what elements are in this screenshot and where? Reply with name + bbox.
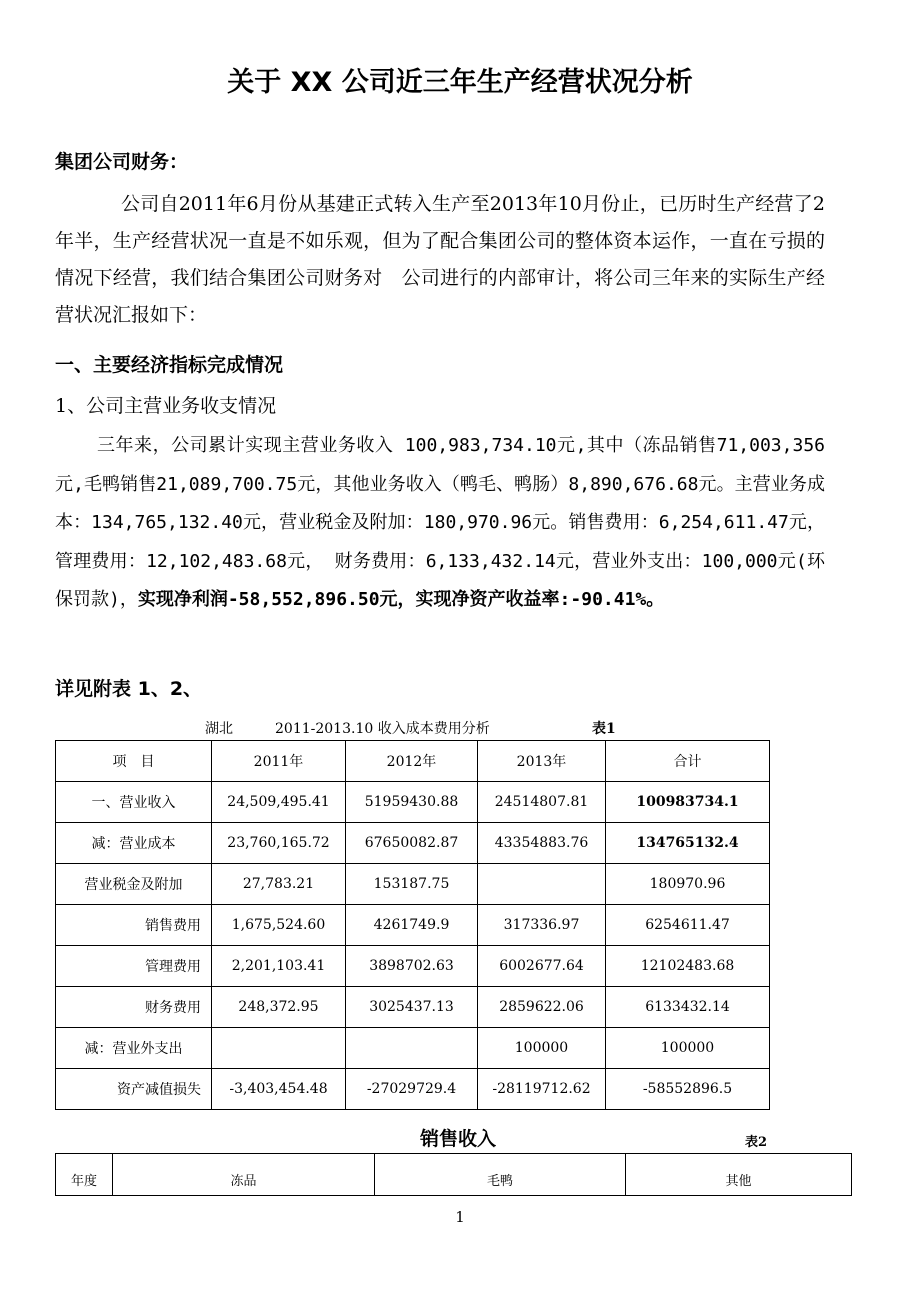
cell-2012: 153187.75 <box>346 864 478 905</box>
table-row <box>56 1069 770 1110</box>
header-2013: 2013年 <box>478 741 606 782</box>
row-label: 一、营业收入 <box>56 782 212 823</box>
table1-caption-region: 湖北 <box>205 721 233 737</box>
table-row <box>56 905 770 946</box>
cell-2012: 3025437.13 <box>346 987 478 1028</box>
cell-total: 100983734.1 <box>606 782 770 823</box>
revenue-text: 三年来，公司累计实现主营业务收入 100,983,734.10元,其中（冻品销售71,003,356元,毛鸭销售21,089,700.75元，其他业务收入（鸭毛、鸭肠）8,890,676.68元。主营业务成本：134,765,132.40元，营业税金及附加：180,970.96元。销售费用：6,254,611.47元，管理费用：12,102,483.68元， 财务费用：6,133,432.14元，营业外支出：100,000元(环保罚款)， <box>55 435 825 610</box>
table-row <box>56 987 770 1028</box>
cell-2011: 2,201,103.41 <box>212 946 346 987</box>
section-heading-1: 一、主要经济指标完成情况 <box>55 354 284 376</box>
header-year: 年度 <box>56 1154 113 1196</box>
row-label: 减：营业成本 <box>56 823 212 864</box>
table2-caption-title: 销售收入 <box>420 1128 497 1150</box>
table-row <box>56 1028 770 1069</box>
row-label: 营业税金及附加 <box>56 864 212 905</box>
cell-2013: 317336.97 <box>478 905 606 946</box>
see-tables-note: 详见附表 1、2、 <box>55 678 203 700</box>
cell-2013 <box>478 864 606 905</box>
cell-total: 134765132.4 <box>606 823 770 864</box>
cell-total: 6254611.47 <box>606 905 770 946</box>
document-title: 关于 XX 公司近三年生产经营状况分析 <box>227 67 693 98</box>
header-2011: 2011年 <box>212 741 346 782</box>
table-header-row <box>56 1154 852 1196</box>
cell-2013: -28119712.62 <box>478 1069 606 1110</box>
cell-2013: 100000 <box>478 1028 606 1069</box>
cell-2011: 23,760,165.72 <box>212 823 346 864</box>
cell-total: -58552896.5 <box>606 1069 770 1110</box>
cell-2011: 248,372.95 <box>212 987 346 1028</box>
header-other: 其他 <box>626 1154 852 1196</box>
salutation: 集团公司财务： <box>55 151 189 173</box>
table-row <box>56 782 770 823</box>
cell-2011: -3,403,454.48 <box>212 1069 346 1110</box>
cell-2012 <box>346 1028 478 1069</box>
row-label: 减：营业外支出 <box>56 1028 212 1069</box>
sales-revenue-table <box>55 1153 852 1196</box>
net-profit-text: 实现净利润-58,552,896.50元，实现净资产收益率:-90.41%。 <box>137 589 665 610</box>
subsection-heading-1: 1、公司主营业务收支情况 <box>55 395 277 417</box>
cell-2013: 24514807.81 <box>478 782 606 823</box>
row-label: 管理费用 <box>56 946 212 987</box>
cell-2011 <box>212 1028 346 1069</box>
table1-caption-title: 2011-2013.10 收入成本费用分析 <box>275 721 490 737</box>
cell-2012: 51959430.88 <box>346 782 478 823</box>
header-live-duck: 毛鸭 <box>375 1154 626 1196</box>
intro-paragraph: 公司自2011年6月份从基建正式转入生产至2013年10月份止，已历时生产经营了2年半，生产经营状况一直是不如乐观，但为了配合集团公司的整体资本运作，一直在亏损的情况下经营，我们结合集团公司财务对 公司进行的内部审计，将公司三年来的实际生产经营状况汇报如下： <box>55 193 825 326</box>
header-2012: 2012年 <box>346 741 478 782</box>
income-cost-table <box>55 740 770 1110</box>
row-label: 销售费用 <box>56 905 212 946</box>
cell-2013: 43354883.76 <box>478 823 606 864</box>
row-label: 财务费用 <box>56 987 212 1028</box>
cell-2012: 4261749.9 <box>346 905 478 946</box>
table-row <box>56 946 770 987</box>
revenue-paragraph <box>55 427 825 620</box>
table-row <box>56 823 770 864</box>
cell-2011: 27,783.21 <box>212 864 346 905</box>
cell-total: 12102483.68 <box>606 946 770 987</box>
cell-2011: 1,675,524.60 <box>212 905 346 946</box>
cell-2012: 3898702.63 <box>346 946 478 987</box>
cell-2011: 24,509,495.41 <box>212 782 346 823</box>
cell-total: 180970.96 <box>606 864 770 905</box>
header-item: 项 目 <box>56 741 212 782</box>
cell-2013: 6002677.64 <box>478 946 606 987</box>
cell-2013: 2859622.06 <box>478 987 606 1028</box>
table-header-row <box>56 741 770 782</box>
cell-total: 100000 <box>606 1028 770 1069</box>
table1-caption-number: 表1 <box>592 721 616 737</box>
cell-2012: 67650082.87 <box>346 823 478 864</box>
table2-caption-number: 表2 <box>745 1135 768 1150</box>
header-frozen: 冻品 <box>113 1154 375 1196</box>
row-label: 资产减值损失 <box>56 1069 212 1110</box>
page-number: 1 <box>455 1208 465 1226</box>
cell-total: 6133432.14 <box>606 987 770 1028</box>
table-row <box>56 864 770 905</box>
header-total: 合计 <box>606 741 770 782</box>
cell-2012: -27029729.4 <box>346 1069 478 1110</box>
